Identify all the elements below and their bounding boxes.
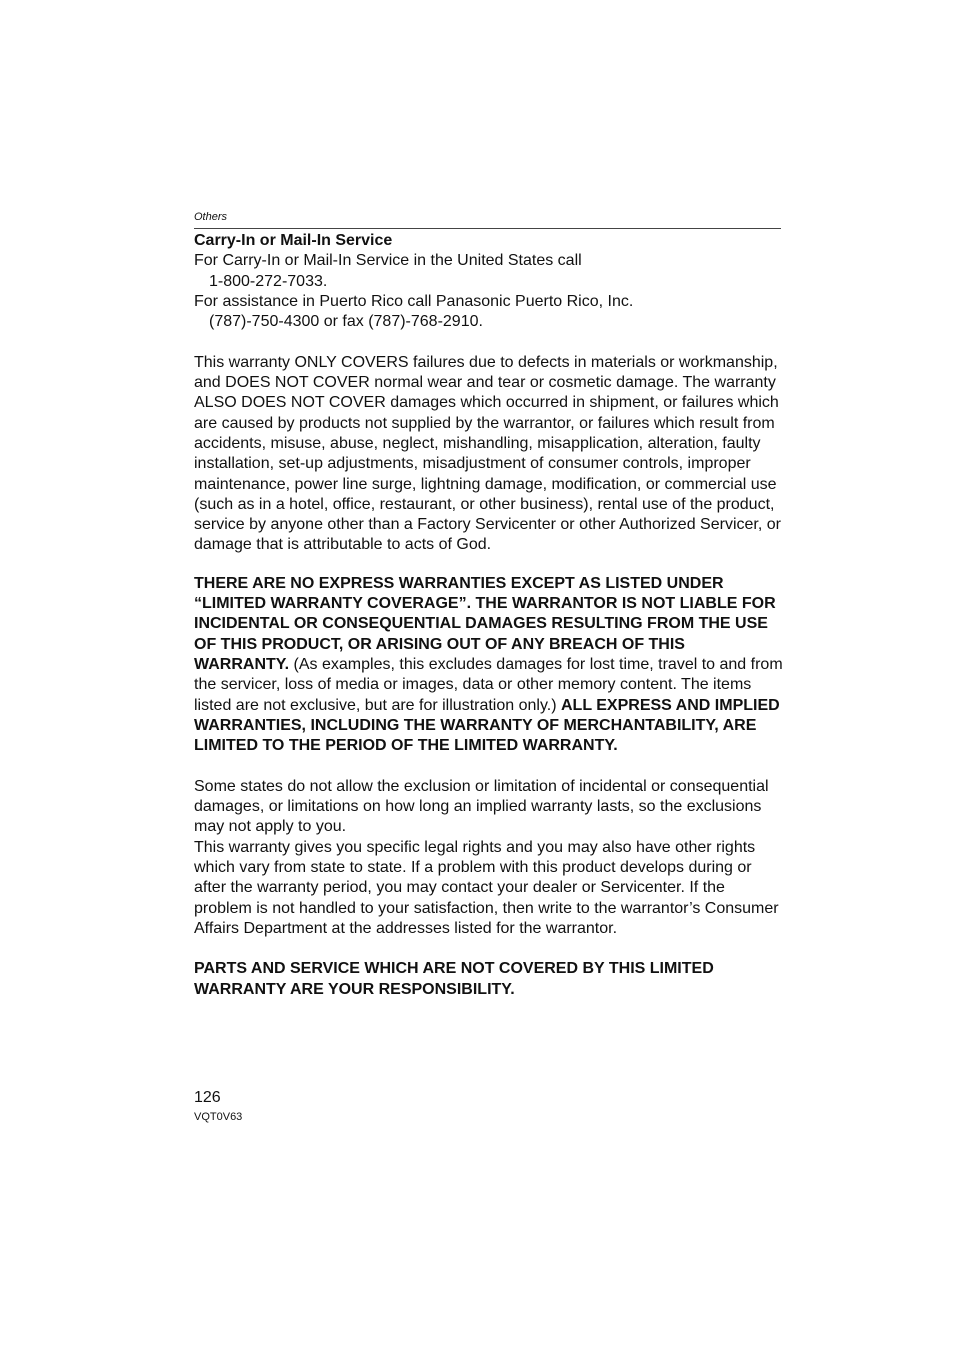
disclaimer-bold-1: THERE ARE NO EXPRESS WARRANTIES EXCEPT AS LISTED UNDER “LIMITED WARRANTY COVERAGE”. THE WARRANTOR IS NOT LIABLE FOR INCIDENTAL OR CONSEQUENTIAL DAMAGES RESULTING FROM THE USE OF THIS PRODUCT, OR ARISING OUT OF ANY BREACH OF THIS WARRANTY. [194, 574, 776, 673]
puerto-rico-phone: (787)-750-4300 or fax (787)-768-2910. [209, 313, 483, 331]
us-phone: 1-800-272-7033. [209, 272, 328, 290]
warranty-content [194, 231, 784, 1000]
spacer [194, 332, 784, 352]
states-paragraph: Some states do not allow the exclusion or limitation of incidental or consequential damages, or limitations on how long an implied warranty lasts, so the exclusions may not apply to you. [194, 777, 769, 836]
responsibility-notice: PARTS AND SERVICE WHICH ARE NOT COVERED BY THIS LIMITED WARRANTY ARE YOUR RESPONSIBILITY. [194, 960, 714, 998]
spacer [194, 556, 784, 574]
disclaimer-paragraph [194, 574, 784, 757]
disclaimer-bold-2: ALL EXPRESS AND IMPLIED WARRANTIES, INCLUDING THE WARRANTY OF MERCHANTABILITY, ARE LIMITED TO THE PERIOD OF THE LIMITED WARRANTY. [194, 696, 780, 755]
us-service-text: For Carry-In or Mail-In Service in the United States call [194, 252, 582, 270]
puerto-rico-text: For assistance in Puerto Rico call Panasonic Puerto Rico, Inc. [194, 292, 634, 310]
coverage-paragraph: This warranty ONLY COVERS failures due to defects in materials or workmanship, and DOES NOT COVER normal wear and tear or cosmetic damage. The warranty ALSO DOES NOT COVER damages which occurred in shipment, or failures which are caused by products not supplied by the warrantor, or failures which result from accidents, misuse, abuse, neglect, mishandling, misapplication, alteration, faulty installation, set-up adjustments, misadjustment of consumer controls, improper maintenance, power line surge, lightning damage, modification, or commercial use (such as in a hotel, office, restaurant, or other business), rental use of the product, service by anyone other than a Factory Servicenter or other Authorized Servicer, or damage that is attributable to acts of God. [194, 353, 781, 554]
section-label: Others [194, 211, 228, 223]
disclaimer-examples: (As examples, this excludes damages for lost time, travel to and from the servicer, loss of media or images, data or other memory content. The items listed are not exclusive, but are for illustration only.) [194, 655, 783, 714]
rights-paragraph: This warranty gives you specific legal rights and you may also have other rights which vary from state to state. If a problem with this product develops during or after the warranty period, you may contact your dealer or Servicenter. If the problem is not handled to your satisfaction, then write to the warrantor’s Consumer Affairs Department at the addresses listed for the warrantor. [194, 838, 779, 937]
document-code: VQT0V63 [194, 1111, 243, 1123]
carry-in-heading: Carry-In or Mail-In Service [194, 232, 393, 249]
spacer [194, 939, 784, 959]
header-divider [194, 228, 781, 229]
spacer [194, 756, 784, 776]
page-number: 126 [194, 1089, 221, 1106]
